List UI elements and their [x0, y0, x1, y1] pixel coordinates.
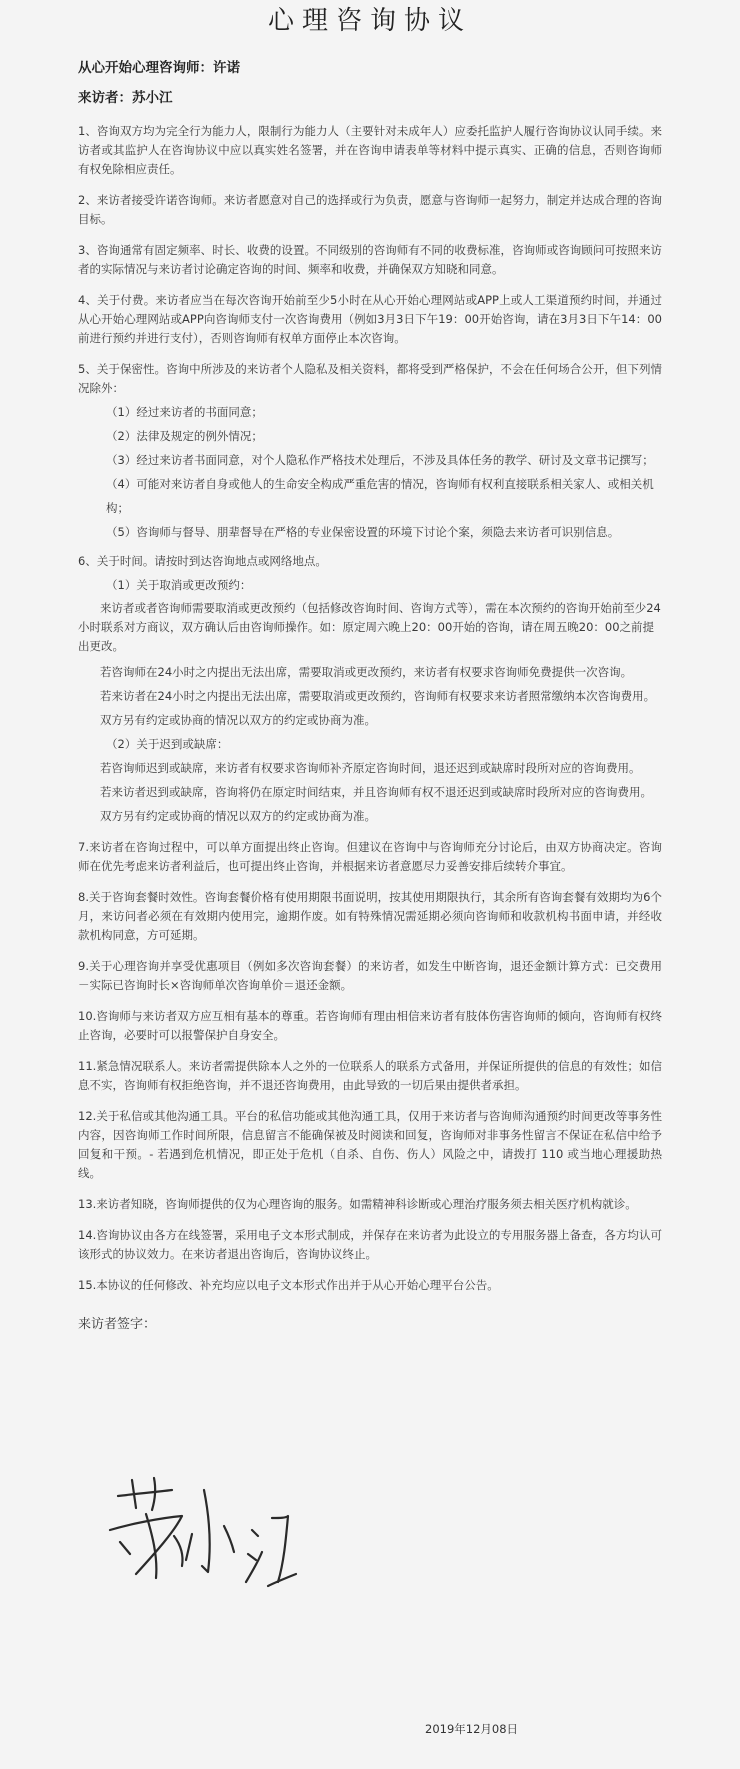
clause-6-sub2-title: （2）关于迟到或缺席：	[106, 737, 229, 751]
handwritten-signature	[100, 1474, 340, 1594]
agreement-body	[0, 38, 740, 1332]
clause-6-sub2-line: 若咨询师迟到或缺席，来访者有权要求咨询师补齐原定咨询时间，退还迟到或缺席时段所对应的咨询费用。	[100, 761, 641, 775]
clause-15: 15.本协议的任何修改、补充均应以电子文本形式作出并于从心开始心理平台公告。	[78, 1278, 499, 1292]
clause-6-sub1-line: 若来访者在24小时之内提出无法出席，需要取消或更改预约，咨询师有权要求来访者照常缴纳本次咨询费用。	[100, 689, 656, 703]
clause-3: 3、咨询通常有固定频率、时长、收费的设置。不同级别的咨询师有不同的收费标准，咨询师或咨询顾问可按照来访者的实际情况与来访者讨论确定咨询的时间、频率和收费，并确保双方知晓和同意。	[78, 243, 662, 276]
list-item: （2）法律及规定的例外情况；	[106, 429, 263, 443]
clause-2: 2、来访者接受许诺咨询师。来访者愿意对自己的选择或行为负责，愿意与咨询师一起努力，制定并达成合理的咨询目标。	[78, 193, 662, 226]
clause-6	[78, 552, 662, 828]
list-item: （3）经过来访者书面同意，对个人隐私作严格技术处理后，不涉及具体任务的教学、研讨及文章书记撰写；	[106, 453, 654, 467]
clause-6-sub1-title: （1）关于取消或更改预约：	[106, 578, 252, 592]
counselor-line: 从心开始心理咨询师：许诺	[78, 60, 240, 76]
clause-1: 1、咨询双方均为完全行为能力人，限制行为能力人（主要针对未成年人）应委托监护人履行咨询协议认同手续。来访者或其监护人在咨询协议中应以真实姓名签署，并在咨询申请表单等材料中提示真实、正确的信息，否则咨询师有权免除相应责任。	[78, 124, 662, 176]
signature-label: 来访者签字：	[78, 1317, 157, 1332]
clause-5: 5、关于保密性。咨询中所涉及的来访者个人隐私及相关资料，都将受到严格保护，不会在任何场合公开，但下列情况除外：	[78, 362, 662, 395]
clause-6-heading: 6、关于时间。请按时到达咨询地点或网络地点。	[78, 554, 327, 568]
sign-date: 2019年12月08日	[425, 1722, 519, 1736]
clause-4: 4、关于付费。来访者应当在每次咨询开始前至少5小时在从心开始心理网站或APP上或人工渠道预约时间，并通过从心开始心理网站或APP向咨询师支付一次咨询费用（例如3月3日下午19：00开始咨询，请在3月3日下午14：00前进行预约并进行支付），否则咨询师有权单方面停止本次咨询。	[78, 293, 662, 345]
clause-6-sub1-body: 来访者或者咨询师需要取消或更改预约（包括修改咨询时间、咨询方式等），需在本次预约的咨询开始前至少24小时联系对方商议，双方确认后由咨询师操作。如：原定周六晚上20：00开始的咨询，请在周五晚20：00之前提出更改。	[78, 601, 661, 653]
clause-11: 11.紧急情况联系人。来访者需提供除本人之外的一位联系人的联系方式备用，并保证所提供的信息的有效性；如信息不实，咨询师有权拒绝咨询，并不退还咨询费用，由此导致的一切后果由提供者承担。	[78, 1059, 662, 1092]
clause-10: 10.咨询师与来访者双方应互相有基本的尊重。若咨询师有理由相信来访者有肢体伤害咨询师的倾向，咨询师有权终止咨询，必要时可以报警保护自身安全。	[78, 1009, 662, 1042]
list-item: （1）经过来访者的书面同意；	[106, 405, 263, 419]
client-line: 来访者：苏小江	[78, 90, 173, 106]
list-item: （4）可能对来访者自身或他人的生命安全构成严重危害的情况，咨询师有权利直接联系相关家人、或相关机构；	[106, 477, 654, 515]
clause-14: 14.咨询协议由各方在线签署，采用电子文本形式制成，并保存在来访者为此设立的专用服务器上备查，各方均认可该形式的协议效力。在来访者退出咨询后，咨询协议终止。	[78, 1228, 662, 1261]
clause-6-sub1-line: 双方另有约定或协商的情况以双方的约定或协商为准。	[100, 713, 376, 727]
clause-13: 13.来访者知晓，咨询师提供的仅为心理咨询的服务。如需精神科诊断或心理治疗服务须去相关医疗机构就诊。	[78, 1197, 637, 1211]
page-title: 心理咨询协议	[267, 6, 472, 36]
clause-7: 7.来访者在咨询过程中，可以单方面提出终止咨询。但建议在咨询中与咨询师充分讨论后，由双方协商决定。咨询师在优先考虑来访者利益后，也可提出终止咨询，并根据来访者意愿尽力妥善安排后续转介事宜。	[78, 840, 662, 873]
clause-6-sub1-line: 若咨询师在24小时之内提出无法出席，需要取消或更改预约，来访者有权要求咨询师免费提供一次咨询。	[100, 665, 633, 679]
clause-9: 9.关于心理咨询并享受优惠项目（例如多次咨询套餐）的来访者，如发生中断咨询，退还金额计算方式：已交费用－实际已咨询时长×咨询师单次咨询单价＝退还金额。	[78, 959, 662, 992]
clause-8: 8.关于咨询套餐时效性。咨询套餐价格有使用期限书面说明，按其使用期限执行，其余所有咨询套餐有效期均为6个月，来访问者必须在有效期内使用完，逾期作废。如有特殊情况需延期必须向咨询师和收款机构书面申请，并经收款机构同意，方可延期。	[78, 890, 662, 942]
list-item: （5）咨询师与督导、朋辈督导在严格的专业保密设置的环境下讨论个案，须隐去来访者可识别信息。	[106, 525, 620, 539]
clause-12: 12.关于私信或其他沟通工具。平台的私信功能或其他沟通工具，仅用于来访者与咨询师沟通预约时间更改等事务性内容，因咨询师工作时间所限，信息留言不能确保被及时阅读和回复，咨询师对非事务性留言不保证在私信中给予回复和干预。- 若遇到危机情况，即正处于危机（自杀、自伤、伤人）风险之中，请拨打 110 或当地心理援助热线。	[78, 1109, 662, 1180]
clause-6-sub2-line: 若来访者迟到或缺席，咨询将仍在原定时间结束，并且咨询师有权不退还迟到或缺席时段所对应的咨询费用。	[100, 785, 652, 799]
clause-6-sub2-line: 双方另有约定或协商的情况以双方的约定或协商为准。	[100, 809, 376, 823]
clause-5-exceptions	[78, 400, 662, 544]
